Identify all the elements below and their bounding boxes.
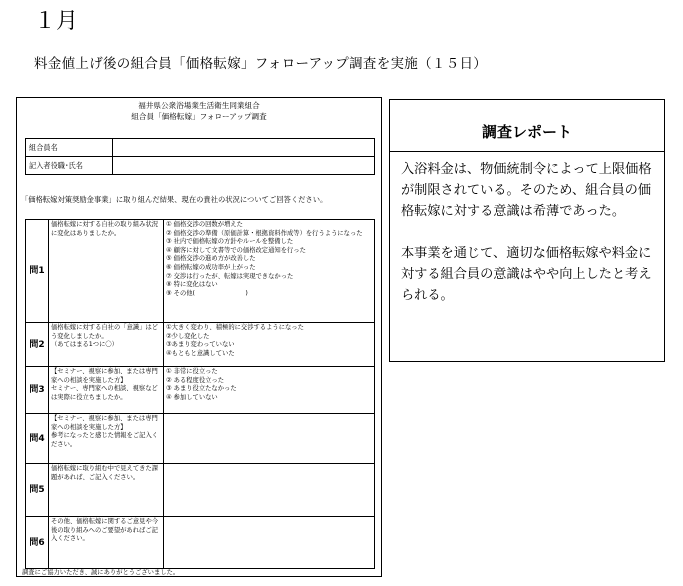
- option[interactable]: ⑥ 価格転嫁の成功率が上がった: [166, 263, 256, 271]
- option[interactable]: ④ 顧客に対して文書等での価格改定通知を行った: [166, 246, 306, 254]
- question-row-3: [26, 367, 375, 414]
- option[interactable]: ② ある程度役立った: [166, 376, 225, 384]
- answer-field[interactable]: [164, 464, 375, 517]
- option[interactable]: ⑧ 特に変化はない: [166, 281, 218, 289]
- respondent-label: 記入者役職･氏名: [26, 157, 113, 175]
- option[interactable]: ①大きく変わり、積極的に交渉するようになった: [166, 324, 304, 331]
- org-name: 福井県公衆浴場業生活衛生同業組合: [138, 101, 260, 110]
- member-info-table: [25, 138, 375, 175]
- option[interactable]: ① 価格交渉の回数が増えた: [166, 221, 243, 228]
- member-name-field[interactable]: [113, 139, 375, 157]
- survey-title: 組合員「価格転嫁」フォローアップ調査: [131, 112, 267, 121]
- option[interactable]: ② 価格交渉の準備（原価計算・根拠資料作成等）を行うようになった: [166, 229, 363, 237]
- respondent-field[interactable]: [113, 157, 375, 175]
- question-number: 問3: [26, 367, 49, 414]
- report-divider: [390, 151, 664, 152]
- option[interactable]: ⑤ 価格交渉の進め方が改善した: [166, 255, 256, 263]
- option[interactable]: ⑨ その他( ): [166, 289, 248, 297]
- question-row-6: [26, 517, 375, 569]
- option[interactable]: ③ あまり役立たなかった: [166, 385, 237, 393]
- answer-options: [164, 220, 375, 323]
- option[interactable]: ④もともと意識していた: [166, 349, 235, 357]
- question-text: 【セミナー、視察に参加、または専門家への相談を実施した方】 参考になったと感じた情報をご記入ください。: [49, 414, 164, 464]
- question-row-5: [26, 464, 375, 517]
- option[interactable]: ②少し変化した: [166, 332, 210, 340]
- question-text: 価格転嫁に取り組む中で見えてきた課題があれば、ご記入ください。: [49, 464, 164, 517]
- survey-form: [16, 97, 382, 577]
- question-number: 問4: [26, 414, 49, 464]
- question-row-4: [26, 414, 375, 464]
- question-text: 価格転嫁に対する自社の取り組み状況に変化はありましたか。: [49, 220, 164, 323]
- answer-options: [164, 323, 375, 367]
- question-number: 問6: [26, 517, 49, 569]
- member-name-label: 組合員名: [26, 139, 113, 157]
- option[interactable]: ① 非常に役立った: [166, 368, 218, 375]
- question-number: 問2: [26, 323, 49, 367]
- form-header: [17, 100, 381, 122]
- question-row-2: [26, 323, 375, 367]
- question-text: 【セミナー、視察に参加、または専門家への相談を実施した方】 セミナー、専門家への相談、視察などは実際に役立ちましたか。: [49, 367, 164, 414]
- question-number: 問1: [26, 220, 49, 323]
- report-paragraph: 入浴料金は、物価統制令によって上限価格が制限されている。そのため、組合員の価格転嫁に対する意識は希薄であった。: [401, 162, 652, 219]
- question-table: [25, 219, 375, 569]
- page-subtitle: 料金値上げ後の組合員「価格転嫁」フォローアップ調査を実施（１５日）: [34, 56, 488, 72]
- question-text: その他、価格転嫁に関するご意見や今後の取り組みへのご要望があればご記入ください。: [49, 517, 164, 569]
- form-intro: 「価格転嫁対策奨励金事業」に取り組んだ結果、現在の貴社の状況についてご回答ください。: [21, 195, 328, 204]
- question-row-1: [26, 220, 375, 323]
- option[interactable]: ③ 社内で価格転嫁の方針やルールを整備した: [166, 238, 294, 246]
- answer-options: [164, 367, 375, 414]
- report-body: [401, 159, 663, 306]
- option[interactable]: ④ 参加していない: [166, 393, 218, 401]
- option[interactable]: ③あまり変わっていない: [166, 341, 235, 349]
- report-paragraph: 本事業を通じて、適切な価格転嫁や料金に対する組合員の意識はやや向上したと考えられる。: [401, 246, 652, 303]
- page-heading: １月: [34, 9, 79, 34]
- option[interactable]: ⑦ 交渉は行ったが、転嫁は実現できなかった: [166, 272, 294, 280]
- report-title: 調査レポート: [481, 123, 572, 141]
- report-box: [389, 99, 665, 362]
- form-footer: 調査にご協力いただき、誠にありがとうございました。: [22, 569, 180, 576]
- question-number: 問5: [26, 464, 49, 517]
- answer-field[interactable]: [164, 414, 375, 464]
- answer-field[interactable]: [164, 517, 375, 569]
- question-text: 価格転嫁に対する自社の「意識」はどう変化しましたか。 （あてはまる1つに〇）: [49, 323, 164, 367]
